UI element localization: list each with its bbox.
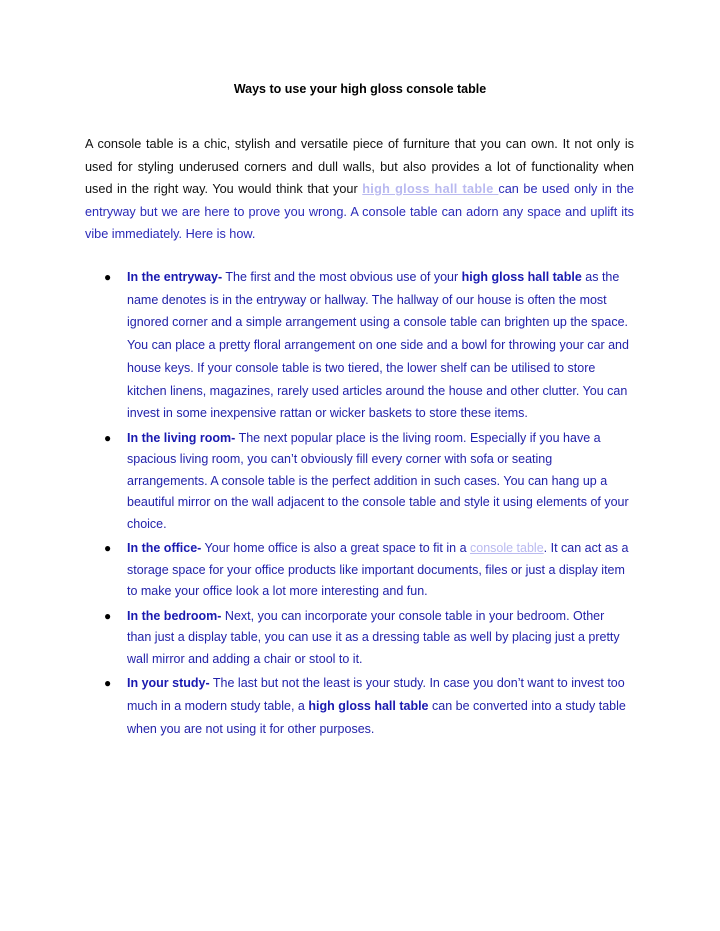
- item-text: as the name denotes is in the entryway or hallway. The hallway of our house is often the most ignored corner and a simple arrangement using a console table can brighten up the space. You can place a pretty floral arrangement on one side and a bowl for throwing your car and house keys. If your console table is two tiered, the lower shelf can be utilised to store kitchen linens, magazines, rarely used articles around the house and other clutter. You can invest in some inexpensive rattan or wicker baskets to store these items.: [127, 270, 629, 421]
- item-text: The first and the most obvious use of your: [222, 270, 462, 284]
- item-heading: In the bedroom-: [127, 608, 222, 623]
- item-heading: In the office-: [127, 541, 202, 556]
- list-item-office: [104, 538, 632, 603]
- usage-list: [104, 266, 632, 741]
- list-item-living-room: [104, 428, 632, 536]
- bullet-icon: ●: [104, 430, 112, 445]
- item-heading: In the living room-: [127, 430, 236, 445]
- intro-paragraph: [85, 133, 634, 246]
- list-item-entryway: [104, 266, 632, 425]
- item-text: Your home office is also a great space to fit in a: [201, 541, 470, 556]
- item-text: The next popular place is the living room. Especially if you have a spacious living room, you can’t obviously fill every corner with sofa or seating arrangements. A console table is the perfect addition in such cases. You can hang up a beautiful mirror on the wall adjacent to the console table and style it using elements of your choice.: [127, 430, 629, 531]
- item-term: high gloss hall table: [308, 699, 429, 714]
- bullet-icon: ●: [104, 676, 112, 691]
- item-text: can be converted into a study table when you are not using it for other purposes.: [127, 699, 626, 736]
- item-heading: In the entryway-: [127, 270, 223, 284]
- item-text: . It can act as a storage space for your office products like important documents, files or just a display item to make your office look a lot more interesting and fun.: [127, 541, 629, 599]
- item-text: The last but not the least is your study. In case you don’t want to invest too much in a modern study table, a: [127, 676, 625, 714]
- item-term: high gloss hall table: [461, 270, 582, 284]
- item-text: Next, you can incorporate your console table in your bedroom. Other than just a display table, you can use it as a dressing table as well by placing just a pretty wall mirror and adding a chair or stool to it.: [127, 608, 620, 666]
- list-item-bedroom: [104, 606, 632, 671]
- bullet-icon: ●: [104, 270, 112, 284]
- intro-text-end: can be used only in the entryway but we are here to prove you wrong. A console table can adorn any space and uplift its vibe immediately. Here is how.: [85, 182, 634, 241]
- bullet-icon: ●: [104, 608, 112, 623]
- intro-text-start: A console table is a chic, stylish and versatile piece of furniture that you can own. It not only is used for styling underused corners and dull walls, but also provides a lot of functionality when used in the right way. You would think that your: [85, 137, 634, 196]
- item-heading: In your study-: [127, 676, 210, 691]
- hall-table-link[interactable]: high gloss hall table: [362, 182, 499, 196]
- console-table-link[interactable]: console table: [470, 541, 544, 556]
- bullet-icon: ●: [104, 541, 112, 556]
- page-title: Ways to use your high gloss console table: [233, 82, 487, 96]
- list-item-study: [104, 672, 632, 740]
